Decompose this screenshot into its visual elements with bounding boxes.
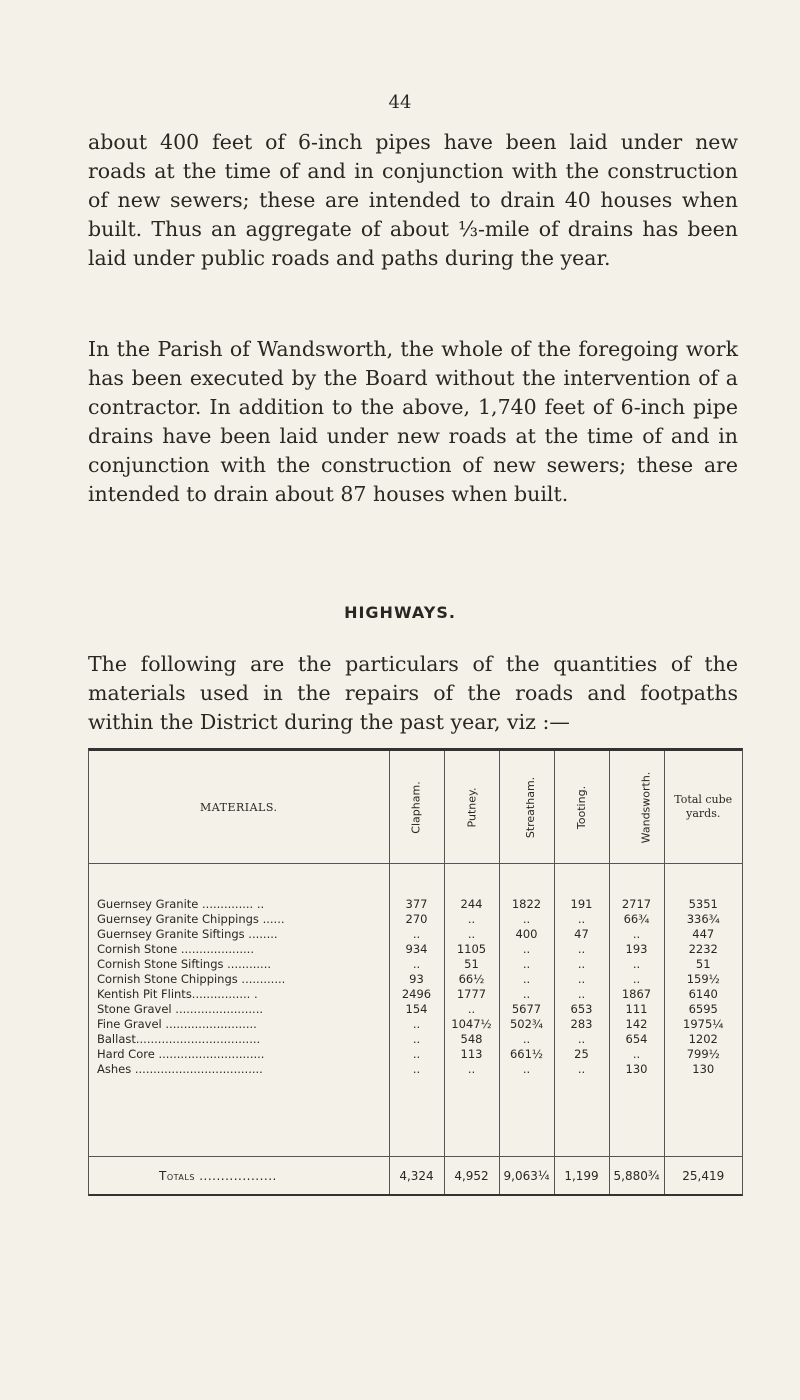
cell-tooting: 653: [554, 1001, 609, 1016]
cell-streatham: 400: [499, 926, 554, 941]
header-putney: Putney.: [444, 751, 499, 864]
cell-material: Ashes ...................................: [97, 1061, 263, 1076]
cell-clapham: ..: [389, 1031, 444, 1046]
cell-wandsworth: 654: [609, 1031, 664, 1046]
cell-putney: 1105: [444, 941, 499, 956]
cell-clapham: ..: [389, 926, 444, 941]
cell-total: 51: [664, 956, 742, 971]
cell-streatham: 5677: [499, 1001, 554, 1016]
table-row: [89, 1016, 742, 1031]
cell-tooting: ..: [554, 1031, 609, 1046]
total-putney: 4,952: [444, 1157, 499, 1195]
cell-clapham: 2496: [389, 986, 444, 1001]
cell-clapham: ..: [389, 956, 444, 971]
cell-tooting: ..: [554, 1061, 609, 1076]
cell-putney: ..: [444, 926, 499, 941]
cell-putney: ..: [444, 1001, 499, 1016]
cell-material: Guernsey Granite Chippings ......: [97, 911, 285, 926]
cell-tooting: 25: [554, 1046, 609, 1061]
table-row: [89, 1046, 742, 1061]
cell-streatham: 502¾: [499, 1016, 554, 1031]
header-clapham: Clapham.: [389, 751, 444, 864]
cell-wandsworth: 193: [609, 941, 664, 956]
cell-clapham: 270: [389, 911, 444, 926]
table-row: [89, 986, 742, 1001]
cell-clapham: 377: [389, 896, 444, 911]
cell-wandsworth: ..: [609, 1046, 664, 1061]
total-streatham: 9,063¼: [499, 1157, 554, 1195]
cell-wandsworth: 66¾: [609, 911, 664, 926]
page-number: 44: [388, 92, 412, 113]
materials-table: [88, 748, 743, 1196]
cell-material: Fine Gravel .........................: [97, 1016, 257, 1031]
header-tooting: Tooting.: [554, 751, 609, 864]
cell-total: 799½: [664, 1046, 742, 1061]
cell-putney: ..: [444, 1061, 499, 1076]
table-row: [89, 926, 742, 941]
table-row: [89, 911, 742, 926]
cell-material: Cornish Stone Siftings ............: [97, 956, 272, 971]
cell-clapham: 934: [389, 941, 444, 956]
cell-streatham: ..: [499, 956, 554, 971]
cell-putney: ..: [444, 911, 499, 926]
cell-material: Guernsey Granite .............. ..: [97, 896, 265, 911]
cell-wandsworth: 111: [609, 1001, 664, 1016]
cell-putney: 548: [444, 1031, 499, 1046]
cell-tooting: ..: [554, 971, 609, 986]
cell-putney: 1047½: [444, 1016, 499, 1031]
header-total: Total cube yards.: [664, 751, 742, 864]
cell-total: 2232: [664, 941, 742, 956]
cell-total: 1975¼: [664, 1016, 742, 1031]
section-heading-highways: HIGHWAYS.: [344, 603, 456, 622]
cell-material: Kentish Pit Flints................ .: [97, 986, 258, 1001]
total-tooting: 1,199: [554, 1157, 609, 1195]
cell-streatham: ..: [499, 941, 554, 956]
total-material: Totals ..................: [89, 1157, 389, 1195]
paragraph-drains: about 400 feet of 6-inch pipes have been laid under new roads at the time of and in conjunction with the construction of new sewers; these are intended to drain 40 houses when built. Thus an aggregate of about ⅓-mile of drains has been laid under public roads and paths during the year.: [88, 130, 738, 270]
cell-putney: 51: [444, 956, 499, 971]
table-row: [89, 971, 742, 986]
cell-material: Guernsey Granite Siftings ........: [97, 926, 278, 941]
cell-streatham: ..: [499, 1061, 554, 1076]
cell-putney: 244: [444, 896, 499, 911]
paragraph-materials-intro: The following are the particulars of the quantities of the materials used in the repairs of the roads and footpaths within the District during the past year, viz :—: [88, 652, 738, 734]
cell-tooting: ..: [554, 941, 609, 956]
cell-tooting: ..: [554, 986, 609, 1001]
cell-clapham: ..: [389, 1061, 444, 1076]
table-row: [89, 956, 742, 971]
cell-material: Stone Gravel ........................: [97, 1001, 264, 1016]
cell-clapham: ..: [389, 1016, 444, 1031]
total-clapham: 4,324: [389, 1157, 444, 1195]
cell-total: 1202: [664, 1031, 742, 1046]
cell-material: Hard Core .............................: [97, 1046, 265, 1061]
paragraph-wandsworth: In the Parish of Wandsworth, the whole of the foregoing work has been executed by the Board without the intervention of a contractor. In addition to the above, 1,740 feet of 6-inch pipe drains have been laid under new roads at the time of and in conjunction with the construction of new sewers; these are intended to drain about 87 houses when built.: [88, 337, 738, 506]
cell-tooting: ..: [554, 911, 609, 926]
cell-wandsworth: 2717: [609, 896, 664, 911]
cell-total: 6140: [664, 986, 742, 1001]
table-row: [89, 1001, 742, 1016]
cell-tooting: 191: [554, 896, 609, 911]
cell-wandsworth: 1867: [609, 986, 664, 1001]
cell-streatham: ..: [499, 986, 554, 1001]
cell-total: 447: [664, 926, 742, 941]
cell-material: Cornish Stone ....................: [97, 941, 254, 956]
cell-wandsworth: ..: [609, 926, 664, 941]
cell-material: Cornish Stone Chippings ............: [97, 971, 286, 986]
header-streatham: Streatham.: [499, 751, 554, 864]
table-row: [89, 941, 742, 956]
cell-streatham: ..: [499, 911, 554, 926]
cell-streatham: 1822: [499, 896, 554, 911]
cell-streatham: ..: [499, 971, 554, 986]
cell-total: 159½: [664, 971, 742, 986]
cell-streatham: ..: [499, 1031, 554, 1046]
cell-wandsworth: ..: [609, 956, 664, 971]
cell-tooting: ..: [554, 956, 609, 971]
cell-total: 336¾: [664, 911, 742, 926]
total-total: 25,419: [664, 1157, 742, 1195]
table-row: [89, 1061, 742, 1076]
cell-putney: 66½: [444, 971, 499, 986]
cell-tooting: 283: [554, 1016, 609, 1031]
cell-total: 130: [664, 1061, 742, 1076]
cell-putney: 1777: [444, 986, 499, 1001]
total-wandsworth: 5,880¾: [609, 1157, 664, 1195]
cell-streatham: 661½: [499, 1046, 554, 1061]
cell-wandsworth: 142: [609, 1016, 664, 1031]
cell-putney: 113: [444, 1046, 499, 1061]
table-row: [89, 1031, 742, 1046]
header-materials: MATERIALS.: [89, 751, 389, 864]
header-wandsworth: Wandsworth.: [609, 751, 664, 864]
cell-clapham: 93: [389, 971, 444, 986]
cell-clapham: 154: [389, 1001, 444, 1016]
cell-total: 6595: [664, 1001, 742, 1016]
cell-clapham: ..: [389, 1046, 444, 1061]
cell-total: 5351: [664, 896, 742, 911]
cell-tooting: 47: [554, 926, 609, 941]
table-row: [89, 896, 742, 911]
cell-material: Ballast..................................: [97, 1031, 261, 1046]
cell-wandsworth: 130: [609, 1061, 664, 1076]
table-header-row: [89, 751, 742, 864]
cell-wandsworth: ..: [609, 971, 664, 986]
totals-row: [89, 1157, 742, 1195]
